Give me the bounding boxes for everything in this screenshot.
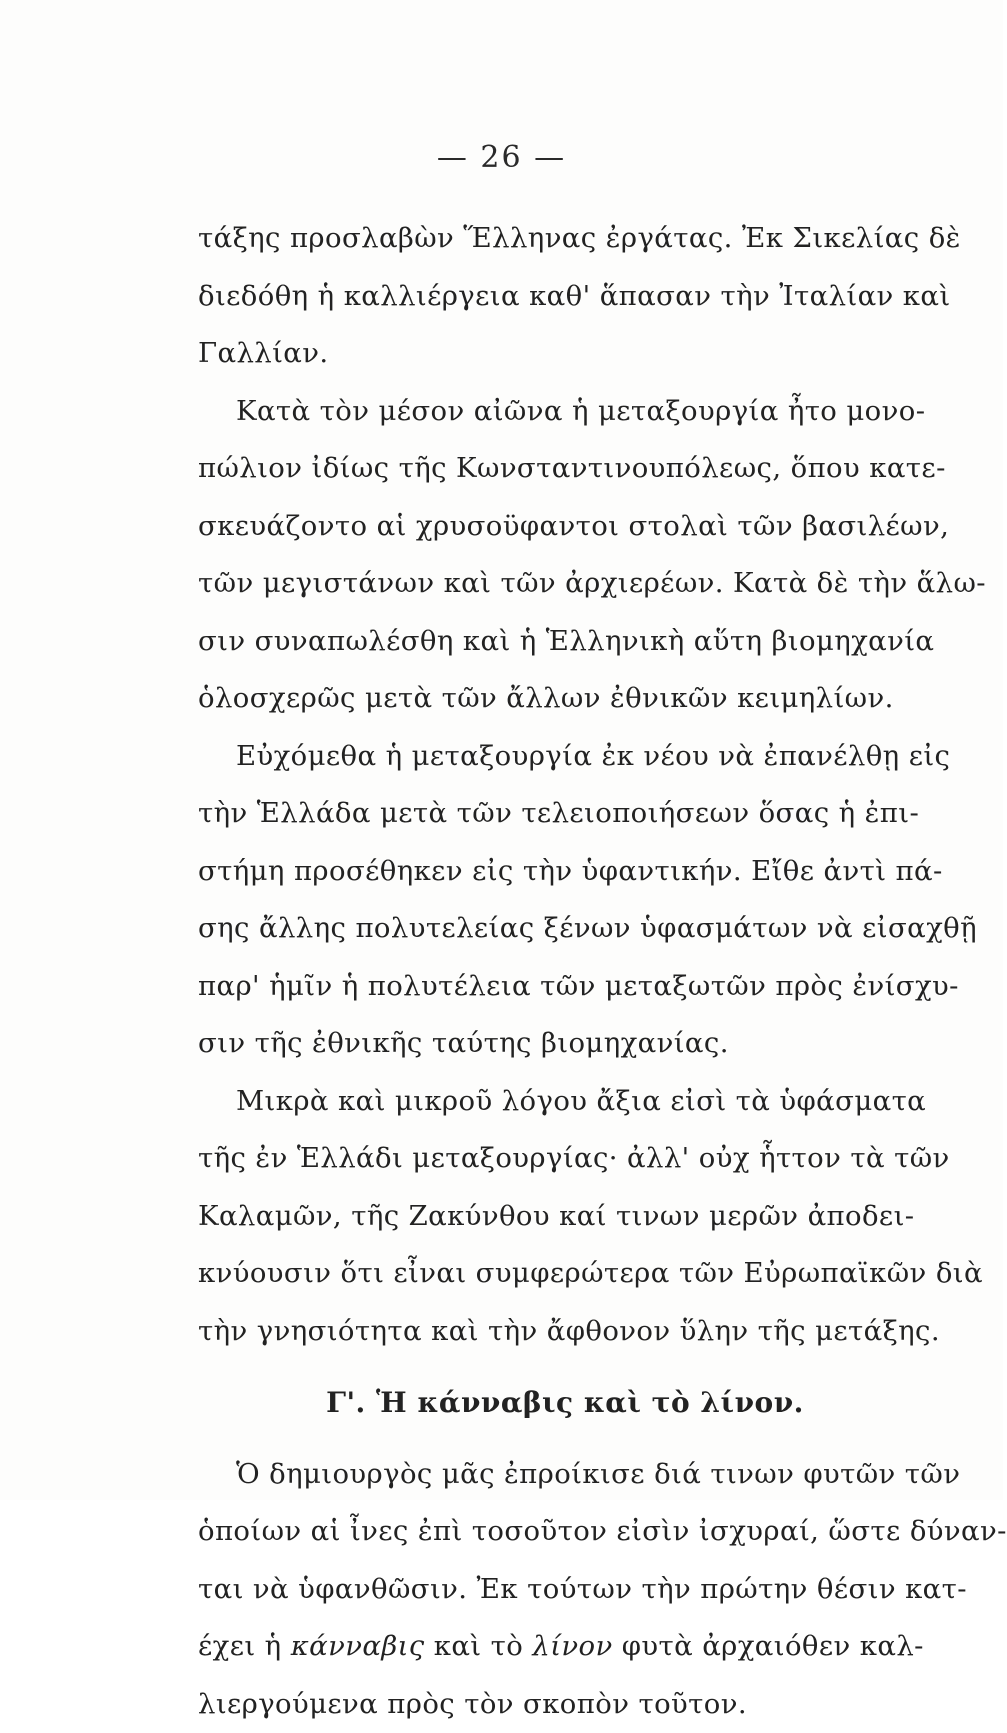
text-line: σκευάζοντο αἱ χρυσοϋφαντοι στολαὶ τῶν βασιλέων, <box>198 498 910 556</box>
paragraph-2 <box>198 383 910 728</box>
text-line: τῆς ἐν Ἑλλάδι μεταξουργίας· ἀλλ' οὐχ ἧττον τὰ τῶν <box>198 1130 910 1188</box>
text-line: Γαλλίαν. <box>198 325 910 383</box>
text-line: σης ἄλλης πολυτελείας ξένων ὑφασμάτων νὰ εἰσαχθῇ <box>198 900 910 958</box>
text-fragment: καὶ τὸ <box>425 1630 533 1662</box>
paragraph-1 <box>198 210 910 383</box>
text-line: Καλαμῶν, τῆς Ζακύνθου καί τινων μερῶν ἀποδει- <box>198 1188 910 1246</box>
text-line: τάξης προσλαβὼν Ἕλληνας ἐργάτας. Ἐκ Σικελίας δὲ <box>198 210 910 268</box>
term-linon: λίνον <box>532 1630 612 1662</box>
body-text <box>198 210 910 1733</box>
text-fragment: φυτὰ ἀρχαιόθεν καλ- <box>613 1630 924 1662</box>
text-line: Ὁ δημιουργὸς μᾶς ἐπροίκισε διά τινων φυτῶν τῶν <box>198 1446 910 1504</box>
text-line: ται νὰ ὑφανθῶσιν. Ἐκ τούτων τὴν πρώτην θέσιν κατ- <box>198 1561 910 1619</box>
text-line: παρ' ἡμῖν ἡ πολυτέλεια τῶν μεταξωτῶν πρὸς ἐνίσχυ- <box>198 958 910 1016</box>
text-line-with-terms <box>198 1618 910 1676</box>
term-kannavis: κάνναβις <box>291 1630 425 1662</box>
text-line: Κατὰ τὸν μέσον αἰῶνα ἡ μεταξουργία ἦτο μονο- <box>198 383 910 441</box>
section-gap <box>198 1432 910 1446</box>
text-line: Εὐχόμεθα ἡ μεταξουργία ἐκ νέου νὰ ἐπανέλθῃ εἰς <box>198 728 910 786</box>
text-line: τὴν γνησιότητα καὶ τὴν ἄφθονον ὕλην τῆς μετάξης. <box>198 1303 910 1361</box>
text-line: σιν τῆς ἐθνικῆς ταύτης βιομηχανίας. <box>198 1015 910 1073</box>
text-line: σιν συναπωλέσθη καὶ ἡ Ἑλληνικὴ αὕτη βιομηχανία <box>198 613 910 671</box>
section-heading: Γ'. Ἡ κάνναβις καὶ τὸ λίνον. <box>198 1374 910 1432</box>
text-line: ὁποίων αἱ ἶνες ἐπὶ τοσοῦτον εἰσὶν ἰσχυραί, ὥστε δύναν- <box>198 1503 910 1561</box>
text-line: στήμη προσέθηκεν εἰς τὴν ὑφαντικήν. Εἴθε ἀντὶ πά- <box>198 843 910 901</box>
text-line: κνύουσιν ὅτι εἶναι συμφερώτερα τῶν Εὐρωπαϊκῶν διὰ <box>198 1245 910 1303</box>
page-number: — 26 — <box>0 140 1003 175</box>
text-fragment: έχει ἡ <box>198 1630 291 1662</box>
text-line: πώλιον ἰδίως τῆς Κωνσταντινουπόλεως, ὅπου κατε- <box>198 440 910 498</box>
text-line: τὴν Ἑλλάδα μετὰ τῶν τελειοποιήσεων ὅσας ἡ ἐπι- <box>198 785 910 843</box>
section-gap <box>198 1360 910 1374</box>
paragraph-3 <box>198 728 910 1073</box>
text-line: Μικρὰ καὶ μικροῦ λόγου ἄξια εἰσὶ τὰ ὑφάσματα <box>198 1073 910 1131</box>
text-line: ὁλοσχερῶς μετὰ τῶν ἄλλων ἐθνικῶν κειμηλίων. <box>198 670 910 728</box>
text-line: διεδόθη ἡ καλλιέργεια καθ' ἅπασαν τὴν Ἰταλίαν καὶ <box>198 268 910 326</box>
text-line: τῶν μεγιστάνων καὶ τῶν ἀρχιερέων. Κατὰ δὲ τὴν ἅλω- <box>198 555 910 613</box>
paragraph-5 <box>198 1446 910 1733</box>
paragraph-4 <box>198 1073 910 1361</box>
text-line: λιεργούμενα πρὸς τὸν σκοπὸν τοῦτον. <box>198 1676 910 1733</box>
